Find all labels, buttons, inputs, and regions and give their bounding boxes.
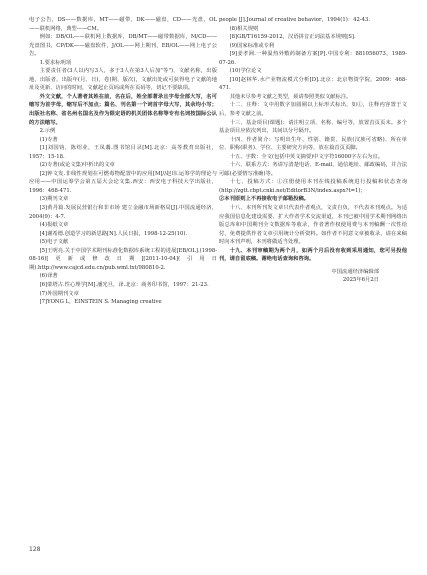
paragraph: people [J].Journal of creative behavior，1994(1)：42-43.: [219, 17, 371, 23]
paragraph: 主要责任者(3人以内写3人，多于3人在第3人后加"等")，文献名称，出版地，出版者，出版年(月、日)，卷(期、版次)，文献出处或可获得电子文献的地址及更新、访问的时间，文献起止页码或所在页码等，切记不要缺项。: [29, 68, 217, 92]
paragraph: 十四、作者简介：写明出生年、性别、籍贯、民族(汉族可省略)、所在单位、职称(职务)、学位、主要研究方向等，放在篇首页页脚。: [219, 136, 407, 152]
paragraph: 十五、字数：全文(包括中英文摘要)中文字符16000字左右为宜。: [229, 153, 384, 160]
paragraph: 中国流通经济编辑部: [331, 268, 379, 275]
paragraph: [4]谢希德.创造学习的新思路[N].人民日报，1998-12-25(10).: [39, 230, 188, 237]
paragraph: 2025年6月2日: [342, 277, 379, 284]
paragraph: [6]蒙塔古.性心理学[M].潘光旦，译.北京：商务印书馆，1997：21-23.: [39, 281, 209, 288]
paragraph: [1]刘国钧，陈绍业，王凤翥.图书馆目录[M].北京：高等教育出版社，1957：15-18.: [29, 145, 217, 160]
paragraph: (7)外国期刊文章: [39, 290, 79, 297]
paragraph: [5]王明亮.关于中国学术期刊标准化数据库系统工程的进展[EB/OL].(1998-08-16)[更新或修改日期][2011-10-04](引用日期).http://www.cajcd.edu.cn/pub.wml.txt/980810-2.: [29, 247, 217, 271]
paragraph: ②本刊原则上不再接收电子邮箱投稿。: [219, 196, 310, 203]
paragraph: 2.示例: [39, 128, 56, 135]
paragraph: [7]YONG L，EINSTEIN S. Managing creative: [39, 299, 162, 306]
paragraph: 十九、本刊审稿期为两个月，如两个月后没有收到采用通知，您可另投他刊，请自留底稿。谢绝电话查询和咨询。: [219, 247, 407, 263]
paragraph: (9)国家标准或专利: [229, 42, 275, 49]
paragraph: [10]赵林华.水产业物流模式分析[D].北京：北京物资学院，2009：468-471.: [219, 76, 407, 92]
paragraph: 十八、本刊所刊发文章只代表作者观点，文责自负，不代表本刊观点。为适应我国信息化建设需要，扩大作者学术交流渠道，本刊已被中国学术期刊网络出版总库和中国期刊全文数据库等收录，作者著作权使用费与本刊稿酬一次性给付，免费提供作者文章引用统计分析资料。如作者不同意文章被收录，请在来稿时向本刊声明，本刊将做适当处理。: [219, 205, 407, 246]
page-number: 128: [29, 546, 41, 553]
paragraph: 十二、注释：文中用数字加圆圈以上标形式标出，如①，注释内容置于文后，参考文献之前。: [219, 102, 407, 118]
paragraph: 其他未尽参考文献之类型，须请参照类似文献标注。: [229, 93, 352, 100]
paragraph: [8]GB/T16159-2012，汉语拼音正词法基本规则[S].: [229, 34, 356, 41]
paragraph: [9]姜孝洲.一种温热外敷药制备方案[P].中国专利：881056073，1989-07-26.: [219, 51, 407, 66]
paragraph: (6)译著: [39, 273, 58, 280]
paragraph: (2)专著(或论文集)中析出的文章: [39, 162, 115, 169]
paragraph: 外文文献，个人著者其姓在前，名在后，姓全部著录且字母全部大写，名可缩写为首字母，缩写后不加点；篇名、刊名第一个词首字母大写，其余均小写；出版社名称、省名州名国名及作为限定语的机关团体名称等专有名词按国际公认的方法缩写。: [29, 93, 217, 126]
paragraph: (3)期刊文章: [39, 196, 69, 203]
paragraph: 十三、基金项目(课题)：请注明立项、名称、编号等，放置首页页末。多个基金项目应依次列出，其间以分号隔开。: [219, 119, 407, 135]
paragraph: (1)专著: [39, 136, 58, 143]
paragraph: 十六、联系方式：务请写清楚电话、E-mail、通信地址、邮政编码，并合法可邮(必要情写准确)等。: [219, 162, 407, 177]
paragraph: (5)电子文献: [39, 239, 69, 246]
paragraph: 1.要求标明项: [39, 59, 72, 66]
left-column: [29, 16, 217, 307]
paragraph: 十七、投稿方式：①注册使用本刊在线投稿系统进行投稿和状态查询(http://zgtt.cbpt.cnki.net/EditorB3N/index.aspx?t=1)；: [219, 179, 407, 194]
paragraph: (4)报纸文章: [39, 222, 69, 229]
right-column: [219, 16, 407, 285]
paragraph: [2]钟文发.非线性规划在可燃毒物配置中的应用[M]//赵玮.运筹学的理论与应用——中国运筹学会第五届大会论文集.西安：西安电子科技大学出版社，1996：468-471.: [29, 170, 217, 194]
paragraph: (8)相关规则: [229, 25, 259, 32]
paragraph: [3]黄丹篇.发展民营银行和非市场 建立金融市场新格局[J].中国流通经济，2004(9)：4-7.: [29, 205, 217, 220]
paragraph: 电子公告，DS——数据库，MT——磁带，DK——磁盘，CD——光盘，OL——联机网络，典型——CM。: [29, 17, 217, 32]
paragraph: (10)学位论文: [229, 68, 262, 75]
paragraph: 例如：DB/OL——联机网上数据库，DB/MT——磁带数据库，M/CD——光盘图书，CP/DK——磁盘软件，J/OL——网上期刊，EB/OL——网上电子公告。: [29, 34, 217, 58]
